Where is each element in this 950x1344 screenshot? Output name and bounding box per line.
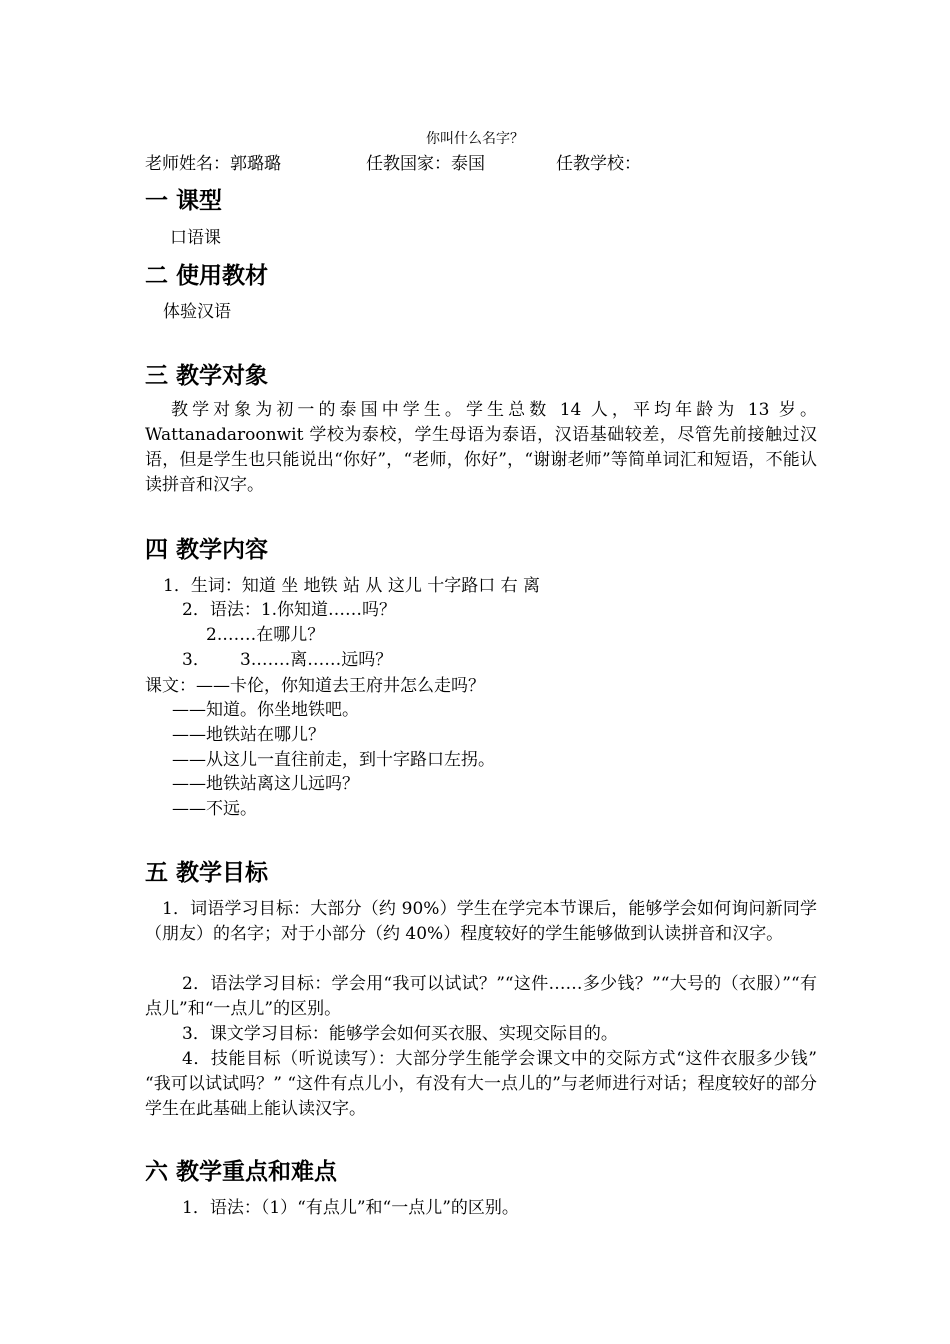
grammar-line-3-number: 3． bbox=[182, 650, 210, 670]
goal-grammar: 2．语法学习目标：学会用“我可以试试？”“这件……多少钱？”“大号的（衣服）”“有点儿”和“一点儿”的区别。 bbox=[145, 974, 817, 1019]
vocabulary-line: 1．生词：知道 坐 地铁 站 从 这儿 十字路口 右 离 bbox=[163, 576, 541, 596]
section-heading-students: 三 教学对象 bbox=[145, 363, 269, 389]
section-heading-course-type: 一 课型 bbox=[145, 188, 223, 214]
students-description: 教学对象为初一的泰国中学生。学生总数 14 人，平均年龄为 13 岁。Wattanadaroonwit 学校为泰校，学生母语为泰语，汉语基础较差，尽管先前接触过汉语，但是学生也只能说出“你好”，“老师，你好”，“谢谢老师”等简单词汇和短语，不能认读拼音和汉字。 bbox=[145, 400, 817, 495]
teaching-school: 任教学校： bbox=[556, 154, 641, 174]
grammar-line-2: 2.……在哪儿？ bbox=[206, 625, 325, 645]
goal-skills: 4．技能目标（听说读写）：大部分学生能学会课文中的交际方式“这件衣服多少钱” “我可以试试吗？” “这件有点儿小，有没有大一点儿的”与老师进行对话；程度较好的部分学生在此基础上能认读汉字。 bbox=[145, 1049, 817, 1119]
dialogue-line: ——不远。 bbox=[172, 799, 257, 819]
document-title: 你叫什么名字？ bbox=[426, 131, 524, 147]
course-type-value: 口语课 bbox=[170, 228, 221, 248]
section-heading-key-points: 六 教学重点和难点 bbox=[145, 1159, 338, 1185]
grammar-line-1: 2．语法：1.你知道……吗？ bbox=[182, 600, 397, 620]
dialogue-line: ——知道。你坐地铁吧。 bbox=[172, 700, 359, 720]
section-heading-goals: 五 教学目标 bbox=[145, 860, 269, 886]
grammar-line-3: 3.……离……远吗？ bbox=[240, 650, 393, 670]
dialogue-line: ——地铁站在哪儿？ bbox=[172, 725, 325, 745]
goal-text: 3．课文学习目标：能够学会如何买衣服、实现交际目的。 bbox=[182, 1024, 618, 1044]
text-intro-line: 课文：——卡伦，你知道去王府井怎么走吗？ bbox=[145, 676, 485, 696]
goal-vocabulary: 1．词语学习目标：大部分（约 90%）学生在学完本节课后，能够学会如何询问新同学（朋友）的名字；对于小部分（约 40%）程度较好的学生能够做到认读拼音和汉字。 bbox=[145, 899, 817, 944]
dialogue-line: ——地铁站离这儿远吗？ bbox=[172, 774, 359, 794]
teacher-name: 老师姓名：郭璐璐 bbox=[145, 154, 281, 174]
section-heading-textbook: 二 使用教材 bbox=[145, 263, 269, 289]
teaching-country: 任教国家：泰国 bbox=[366, 154, 485, 174]
textbook-value: 体验汉语 bbox=[163, 302, 231, 322]
key-point-grammar: 1．语法：（1）“有点儿”和“一点儿”的区别。 bbox=[182, 1198, 519, 1218]
dialogue-line: ——从这儿一直往前走，到十字路口左拐。 bbox=[172, 750, 495, 770]
section-heading-content: 四 教学内容 bbox=[145, 537, 269, 563]
